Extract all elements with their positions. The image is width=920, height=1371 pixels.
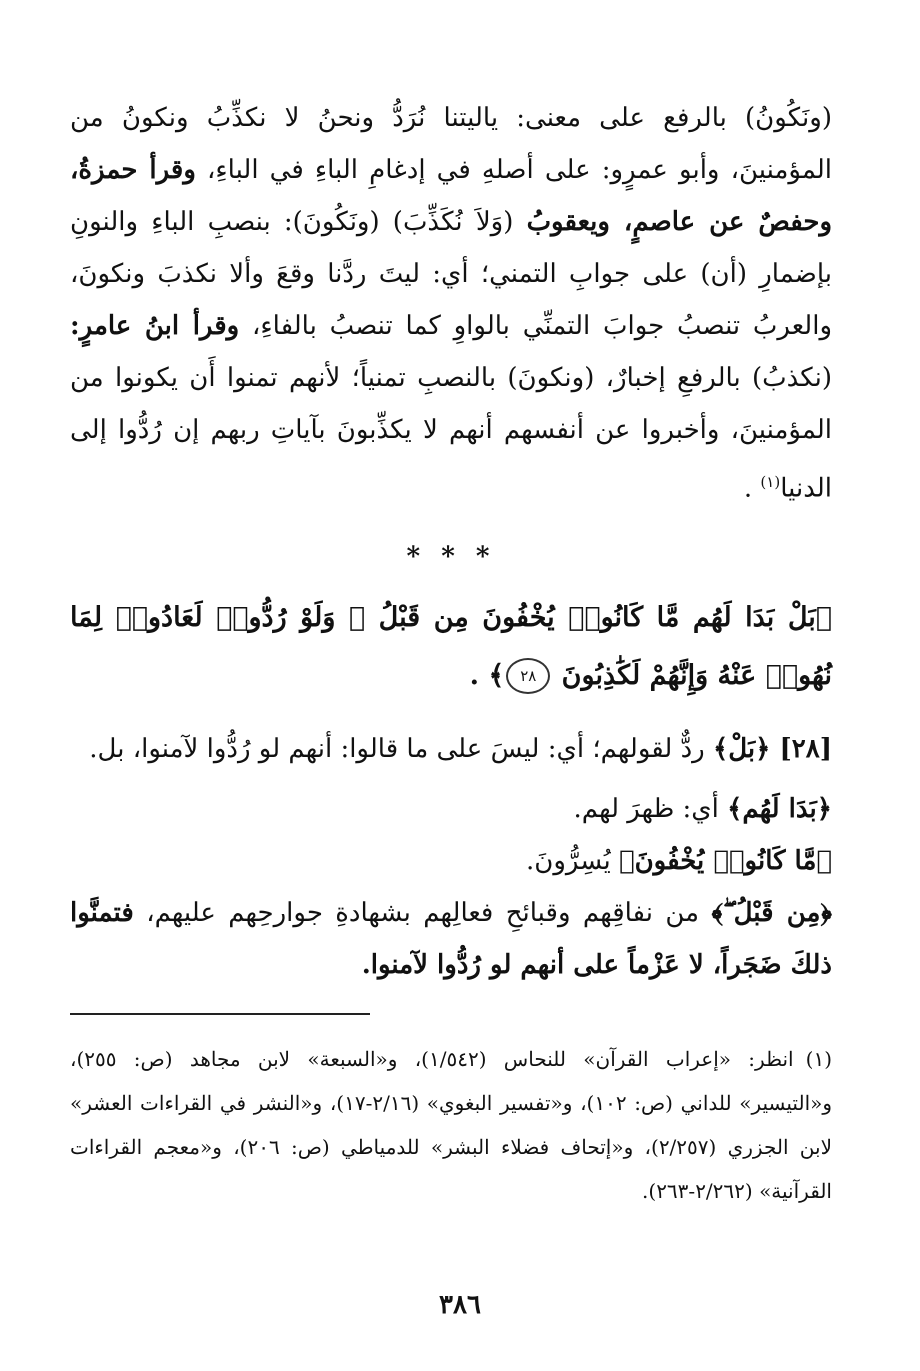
commentary-line [70, 783, 832, 835]
verse-text: بَلْ بَدَا لَهُم مَّا كَانُوا۟ يُخْفُونَ مِن قَبْلُ ۖ وَلَوْ رُدُّوا۟ لَعَادُوا۟ لِمَا نُهُوا۟ عَنْهُ وَإِنَّهُمْ لَكَٰذِبُونَ [70, 601, 832, 691]
section-separator: * * * [406, 541, 496, 572]
paragraph-end: . [743, 473, 761, 504]
paragraph-bold-1: وقرأ حمزةُ، وحفصٌ عن عاصمٍ، ويعقوبُ [70, 155, 832, 237]
paragraph-bold-2: وقرأ ابنُ عامرٍ: [70, 311, 240, 341]
readings-paragraph [70, 92, 832, 515]
commentary-line [70, 835, 832, 887]
quran-verse [70, 589, 832, 705]
commentary-prefix: ﴿مَّا كَانُوا۟ يُخْفُونَ﴾ [618, 845, 832, 876]
verse-open-bracket: ﴿ [815, 601, 832, 633]
commentary-text: أي: ظهرَ لهم. [573, 793, 728, 824]
commentary-text: من نفاقِهم وقبائحِ فعالِهم بشهادةِ جوارحِهم عليهم، [133, 897, 712, 928]
paragraph-text-2: (وَلاَ نُكَذِّبَ) (ونَكُونَ): بنصبِ الباءِ والنونِ بإضمارِ (أن) على جوابِ التمني؛ أي: ليتَ ردَّنا وقعَ وألا نكذبَ ونكونَ، والعربُ تنصبُ جوابَ التمنِّي بالواوِ كما تنصبُ بالفاءِ، [70, 207, 833, 341]
commentary-text: ردٌّ لقولهم؛ أي: ليسَ على ما قالوا: أنهم لو رُدُّوا لآمنوا، بل. [89, 733, 713, 764]
footnote-marker: (١) [805, 1046, 832, 1071]
commentary-line [70, 887, 832, 991]
ayah-number-badge: ٢٨ [506, 658, 550, 694]
commentary-prefix: ﴿مِن قَبْلُ ۖ﴾ [711, 897, 832, 928]
footnote-divider [70, 1013, 370, 1015]
footnote-reference[interactable]: (١) [760, 473, 781, 491]
commentary-line [70, 723, 832, 775]
commentary-prefix: [٢٨] ﴿بَلْ﴾ [713, 733, 832, 764]
commentary-prefix: ﴿بَدَا لَهُم﴾ [727, 793, 832, 824]
verse-close-bracket: ﴾ . [469, 659, 505, 691]
commentary-text: يُسِرُّونَ. [526, 845, 619, 876]
paragraph-text-3: (نكذبُ) بالرفعِ إخبارٌ، (ونكونَ) بالنصبِ تمنياً؛ لأنهم تمنوا أَن يكونوا من المؤمنينَ، وأخبروا عن أنفسهم أنهم لا يكذِّبونَ بآياتِ ربهم إن رُدُّوا إلى الدنيا [70, 363, 832, 504]
page-body [70, 92, 832, 1213]
paragraph-text-1: (ونَكُونُ) بالرفع على معنى: ياليتنا نُرَدُّ ونحنُ لا نكذِّبُ ونكونُ من المؤمنينَ، وأبو عمرٍو: على أصلهِ في إدغامِ الباءِ في الباءِ، [70, 103, 832, 185]
commentary-bold-text: فتمنَّوا ذلكَ ضَجَراً، لا عَزْماً على أنهم لو رُدُّوا لآمنوا. [70, 897, 832, 980]
footnote-text: انظر: «إعراب القرآن» للنحاس (١/٥٤٢)، و«السبعة» لابن مجاهد (ص: ٢٥٥)، و«التيسير» للداني (ص: ١٠٢)، و«تفسير البغوي» (٢/١٦-١٧)، و«النشر في القراءات العشر» لابن الجزري (٢/٢٥٧)، و«إتحاف فضلاء البشر» للدمياطي (ص: ٢٠٦)، و«معجم القراءات القرآنية» (٢/٢٦٢-٢٦٣). [70, 1046, 833, 1203]
page-number: ٣٨٦ [439, 1290, 481, 1320]
footnote [70, 1037, 832, 1213]
